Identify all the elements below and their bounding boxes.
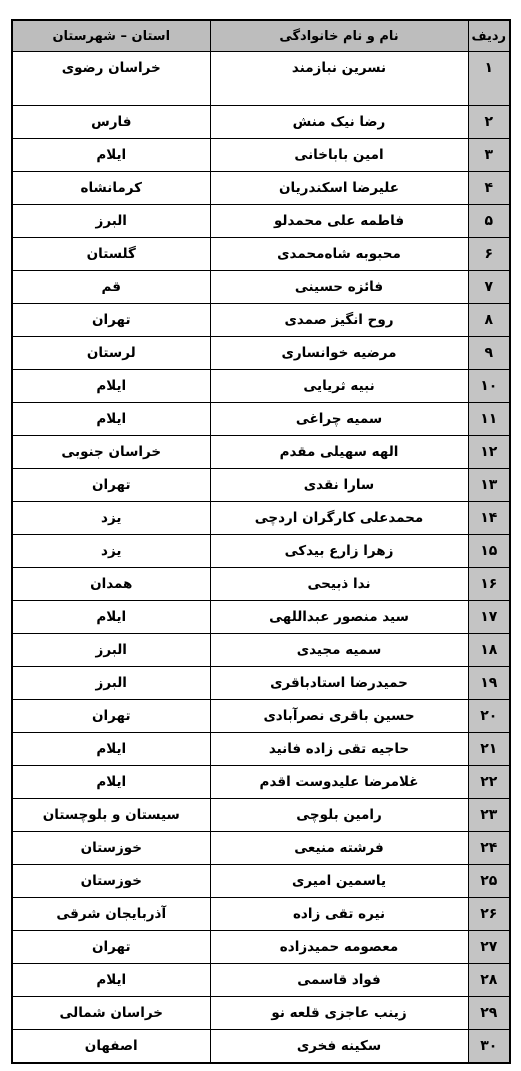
row-number-cell: ۲۹	[468, 997, 510, 1030]
row-number-cell: ۱۰	[468, 370, 510, 403]
row-number-cell: ۴	[468, 172, 510, 205]
province-cell: خراسان شمالی	[12, 997, 210, 1030]
row-number-cell: ۲۰	[468, 700, 510, 733]
province-cell: قم	[12, 271, 210, 304]
row-number-cell: ۱۲	[468, 436, 510, 469]
table-row	[12, 106, 510, 139]
full-name-cell: حسین باقری نصرآبادی	[210, 700, 468, 733]
province-cell: یزد	[12, 535, 210, 568]
full-name-cell: محبوبه شاه‌محمدی	[210, 238, 468, 271]
table-row	[12, 766, 510, 799]
full-name-cell: روح انگیز صمدی	[210, 304, 468, 337]
row-number-cell: ۸	[468, 304, 510, 337]
row-number-cell: ۲۶	[468, 898, 510, 931]
row-number-cell: ۱	[468, 52, 510, 106]
table-header-row	[12, 20, 510, 52]
province-cell: تهران	[12, 931, 210, 964]
full-name-cell: الهه سهیلی مقدم	[210, 436, 468, 469]
full-name-cell: نبیه ثریایی	[210, 370, 468, 403]
column-header-province-city: استان – شهرستان	[12, 20, 210, 52]
full-name-cell: مرضیه خوانساری	[210, 337, 468, 370]
full-name-cell: زینب عاجزی قلعه نو	[210, 997, 468, 1030]
province-cell: تهران	[12, 469, 210, 502]
table-row	[12, 865, 510, 898]
row-number-cell: ۱۷	[468, 601, 510, 634]
province-cell: گلستان	[12, 238, 210, 271]
full-name-cell: حمیدرضا استادباقری	[210, 667, 468, 700]
province-cell: ایلام	[12, 370, 210, 403]
row-number-cell: ۱۱	[468, 403, 510, 436]
table-row	[12, 799, 510, 832]
table-row	[12, 52, 510, 106]
row-number-cell: ۱۳	[468, 469, 510, 502]
full-name-cell: فاطمه علی محمدلو	[210, 205, 468, 238]
full-name-cell: سمیه چراغی	[210, 403, 468, 436]
full-name-cell: فواد قاسمی	[210, 964, 468, 997]
row-number-cell: ۱۸	[468, 634, 510, 667]
table-row	[12, 667, 510, 700]
province-cell: یزد	[12, 502, 210, 535]
row-number-cell: ۹	[468, 337, 510, 370]
table-row	[12, 931, 510, 964]
row-number-cell: ۶	[468, 238, 510, 271]
full-name-cell: فرشته منیعی	[210, 832, 468, 865]
full-name-cell: غلامرضا علیدوست اقدم	[210, 766, 468, 799]
table-row	[12, 535, 510, 568]
province-cell: ایلام	[12, 766, 210, 799]
full-name-cell: سید منصور عبداللهی	[210, 601, 468, 634]
row-number-cell: ۲۷	[468, 931, 510, 964]
table-row	[12, 997, 510, 1030]
province-cell: ایلام	[12, 964, 210, 997]
province-cell: همدان	[12, 568, 210, 601]
province-cell: کرمانشاه	[12, 172, 210, 205]
full-name-cell: سکینه فخری	[210, 1030, 468, 1064]
province-cell: خوزستان	[12, 832, 210, 865]
full-name-cell: سارا نقدی	[210, 469, 468, 502]
full-name-cell: نسرین نبازمند	[210, 52, 468, 106]
full-name-cell: معصومه حمیدزاده	[210, 931, 468, 964]
table-row	[12, 733, 510, 766]
row-number-cell: ۲۳	[468, 799, 510, 832]
table-row	[12, 337, 510, 370]
full-name-cell: یاسمین امیری	[210, 865, 468, 898]
province-cell: تهران	[12, 304, 210, 337]
row-number-cell: ۵	[468, 205, 510, 238]
province-cell: البرز	[12, 634, 210, 667]
row-number-cell: ۲۸	[468, 964, 510, 997]
province-cell: البرز	[12, 667, 210, 700]
row-number-cell: ۳	[468, 139, 510, 172]
province-cell: ایلام	[12, 139, 210, 172]
full-name-cell: رامین بلوچی	[210, 799, 468, 832]
table-row	[12, 898, 510, 931]
row-number-cell: ۱۶	[468, 568, 510, 601]
row-number-cell: ۲	[468, 106, 510, 139]
table-row	[12, 172, 510, 205]
participants-table	[11, 19, 511, 1064]
row-number-cell: ۱۴	[468, 502, 510, 535]
full-name-cell: سمیه مجیدی	[210, 634, 468, 667]
row-number-cell: ۲۲	[468, 766, 510, 799]
row-number-cell: ۲۱	[468, 733, 510, 766]
full-name-cell: محمدعلی کارگران اردچی	[210, 502, 468, 535]
full-name-cell: امین باباخانی	[210, 139, 468, 172]
province-cell: فارس	[12, 106, 210, 139]
province-cell: البرز	[12, 205, 210, 238]
row-number-cell: ۲۵	[468, 865, 510, 898]
province-cell: اصفهان	[12, 1030, 210, 1064]
table-row	[12, 832, 510, 865]
table-body	[12, 52, 510, 1064]
row-number-cell: ۲۴	[468, 832, 510, 865]
row-number-cell: ۱۵	[468, 535, 510, 568]
table-row	[12, 568, 510, 601]
table-row	[12, 469, 510, 502]
table-row	[12, 370, 510, 403]
full-name-cell: حاجیه تقی زاده فانید	[210, 733, 468, 766]
column-header-full-name: نام و نام خانوادگی	[210, 20, 468, 52]
province-cell: تهران	[12, 700, 210, 733]
province-cell: آذربایجان شرقی	[12, 898, 210, 931]
row-number-cell: ۷	[468, 271, 510, 304]
table-row	[12, 700, 510, 733]
table-row	[12, 403, 510, 436]
full-name-cell: ندا ذبیحی	[210, 568, 468, 601]
table-row	[12, 205, 510, 238]
province-cell: خوزستان	[12, 865, 210, 898]
full-name-cell: زهرا زارع بیدکی	[210, 535, 468, 568]
table-row	[12, 304, 510, 337]
province-cell: ایلام	[12, 733, 210, 766]
table-row	[12, 502, 510, 535]
full-name-cell: رضا نیک منش	[210, 106, 468, 139]
province-cell: خراسان جنوبی	[12, 436, 210, 469]
table-row	[12, 436, 510, 469]
province-cell: ایلام	[12, 403, 210, 436]
column-header-row-number: ردیف	[468, 20, 510, 52]
province-cell: خراسان رضوی	[12, 52, 210, 106]
row-number-cell: ۱۹	[468, 667, 510, 700]
table-row	[12, 238, 510, 271]
table-row	[12, 139, 510, 172]
province-cell: ایلام	[12, 601, 210, 634]
province-cell: سیستان و بلوچستان	[12, 799, 210, 832]
table-row	[12, 1030, 510, 1064]
table-row	[12, 601, 510, 634]
table-row	[12, 964, 510, 997]
full-name-cell: فائزه حسینی	[210, 271, 468, 304]
full-name-cell: علیرضا اسکندریان	[210, 172, 468, 205]
table-row	[12, 271, 510, 304]
row-number-cell: ۳۰	[468, 1030, 510, 1064]
province-cell: لرستان	[12, 337, 210, 370]
full-name-cell: نیره تقی زاده	[210, 898, 468, 931]
table-row	[12, 634, 510, 667]
